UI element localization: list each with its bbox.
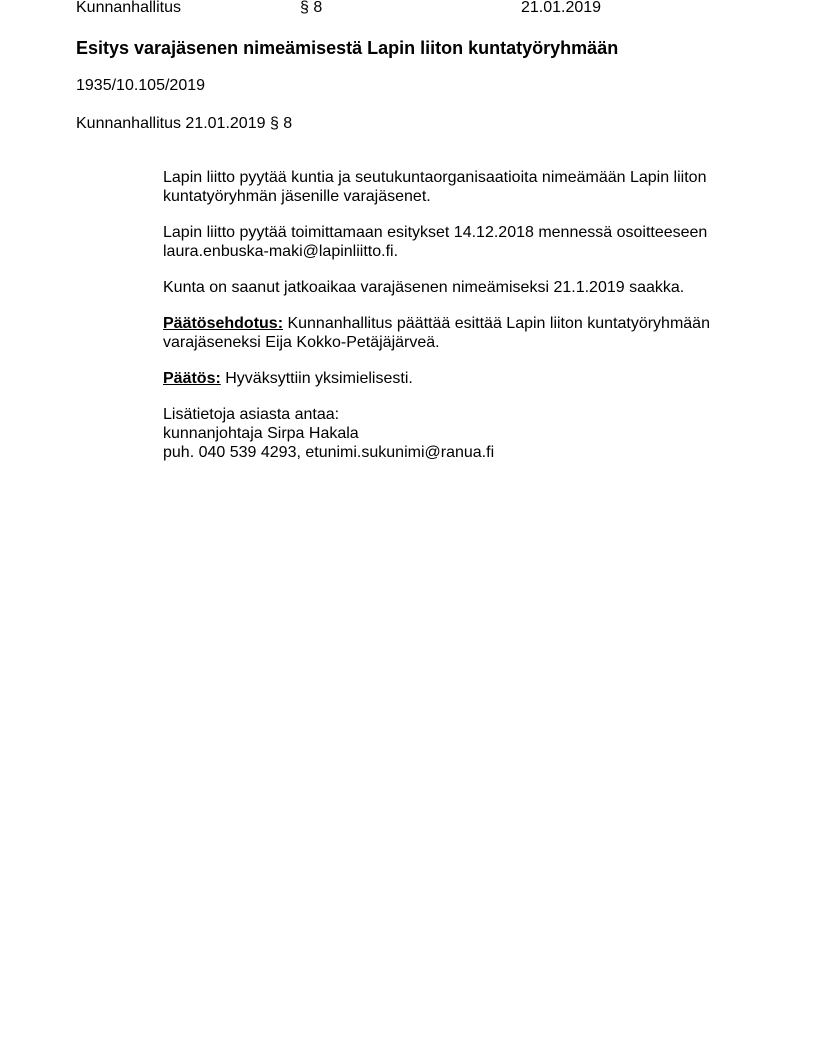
decision-label: Päätös:: [163, 370, 221, 387]
case-number: 1935/10.105/2019: [76, 77, 206, 94]
contact-line: Lisätietoja asiasta antaa:: [163, 406, 340, 423]
contact-line: kunnanjohtaja Sirpa Hakala: [163, 425, 359, 442]
decision-line: [163, 369, 763, 388]
paragraph-proposal: [163, 314, 763, 352]
paragraph-contact: [163, 405, 763, 462]
document-title: Esitys varajäsenen nimeämisestä Lapin liiton kuntatyöryhmään: [76, 38, 619, 58]
header-section: § 8: [300, 0, 323, 16]
paragraph-line: Kunta on saanut jatkoaikaa varajäsenen nimeämiseksi 21.1.2019 saakka.: [163, 279, 685, 296]
paragraph-line: Lapin liitto pyytää kuntia ja seutukuntaorganisaatioita nimeämään Lapin liiton: [163, 169, 707, 186]
decision-text: Hyväksyttiin yksimielisesti.: [220, 370, 413, 387]
proposal-label: Päätösehdotus:: [163, 315, 284, 332]
paragraph-line: kuntatyöryhmän jäsenille varajäsenet.: [163, 188, 431, 205]
header-date: 21.01.2019: [521, 0, 602, 16]
paragraph-deadline: [163, 223, 763, 261]
document-body: [163, 168, 763, 479]
proposal-line: varajäseneksi Eija Kokko-Petäjäjärveä.: [163, 334, 440, 351]
paragraph-line: Lapin liitto pyytää toimittamaan esitykset 14.12.2018 mennessä osoitteeseen: [163, 224, 708, 241]
paragraph-extension: [163, 278, 763, 297]
header-body-name: Kunnanhallitus: [76, 0, 181, 16]
paragraph-decision: [163, 369, 763, 388]
paragraph-line: laura.enbuska-maki@lapinliitto.fi.: [163, 243, 399, 260]
contact-line: puh. 040 539 4293, etunimi.sukunimi@ranua.fi: [163, 444, 495, 461]
meeting-reference: Kunnanhallitus 21.01.2019 § 8: [76, 115, 293, 132]
paragraph-request: [163, 168, 763, 206]
proposal-line: [163, 314, 763, 333]
proposal-text: Kunnanhallitus päättää esittää Lapin liiton kuntatyöryhmään: [283, 315, 710, 332]
